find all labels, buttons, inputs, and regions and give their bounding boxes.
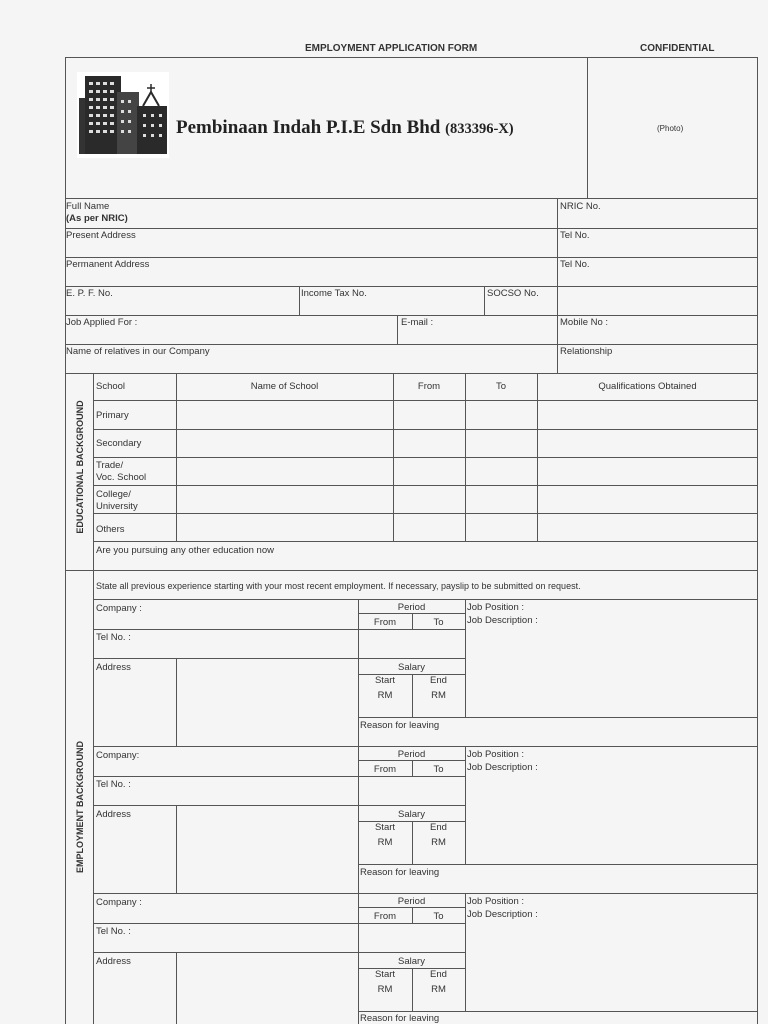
epf-no-label: E. P. F. No. [66, 288, 113, 299]
permanent-address-label: Permanent Address [66, 259, 150, 270]
income-tax-no-label: Income Tax No. [301, 288, 367, 299]
emp3-period-label: Period [397, 896, 426, 907]
emp3-rm-end: RM [431, 984, 446, 995]
present-address-label: Present Address [66, 230, 136, 241]
emp2-period-label: Period [397, 749, 426, 760]
edu-header-from: From [417, 381, 441, 392]
edu-row-trade: Trade/ [96, 460, 124, 471]
emp1-rm-end: RM [431, 690, 446, 701]
emp2-rm-end: RM [431, 837, 446, 848]
emp3-rm-start: RM [377, 984, 393, 995]
emp2-tel-label: Tel No. : [96, 779, 131, 790]
emp3-reason-label: Reason for leaving [360, 1013, 440, 1024]
edu-header-to: To [495, 381, 507, 392]
emp2-to-label: To [433, 764, 444, 775]
emp3-salary-label: Salary [398, 956, 425, 967]
photo-placeholder: (Photo) [657, 124, 684, 133]
emp2-start-label: Start [374, 822, 396, 833]
relationship-label: Relationship [560, 346, 613, 357]
emp1-start-label: Start [374, 675, 396, 686]
edu-row-others: Others [96, 524, 125, 535]
emp2-reason-label: Reason for leaving [360, 867, 440, 878]
edu-row-primary: Primary [96, 410, 129, 421]
emp1-company-label: Company : [96, 603, 142, 614]
emp3-end-label: End [430, 969, 447, 980]
emp2-end-label: End [430, 822, 447, 833]
emp3-job-position-label: Job Position : [467, 896, 525, 907]
emp1-period-label: Period [397, 602, 426, 613]
emp1-end-label: End [430, 675, 447, 686]
edu-row-college: College/ [96, 489, 131, 500]
edu-header-school: School [96, 381, 126, 392]
edu-header-name-of-school: Name of School [250, 381, 319, 392]
educational-background-label: EDUCATIONAL BACKGROUND [75, 400, 85, 534]
emp3-start-label: Start [374, 969, 396, 980]
emp3-company-label: Company : [96, 897, 142, 908]
emp2-address-label: Address [96, 809, 131, 820]
emp1-reason-label: Reason for leaving [360, 720, 440, 731]
emp3-from-label: From [373, 911, 397, 922]
email-label: E-mail : [401, 317, 434, 328]
emp1-job-position-label: Job Position : [467, 602, 525, 613]
tel-no-label: Tel No. [560, 230, 590, 241]
edu-row-university: University [96, 501, 138, 512]
company-reg: (833396-X) [445, 121, 514, 137]
emp1-address-label: Address [96, 662, 131, 673]
emp1-rm-start: RM [377, 690, 393, 701]
company-name: Pembinaan Indah P.I.E Sdn Bhd (833396-X) [176, 117, 514, 138]
emp2-company-label: Company: [96, 750, 140, 761]
form-title: EMPLOYMENT APPLICATION FORM [305, 43, 478, 54]
tel-no-label: Tel No. [560, 259, 590, 270]
as-per-nric-label: (As per NRIC) [66, 213, 128, 224]
mobile-no-label: Mobile No : [560, 317, 609, 328]
emp3-job-description-label: Job Description : [467, 909, 538, 920]
socso-no-label: SOCSO No. [487, 288, 539, 299]
job-applied-for-label: Job Applied For : [66, 317, 138, 328]
edu-header-qualifications: Qualifications Obtained [598, 381, 697, 392]
emp2-salary-label: Salary [398, 809, 425, 820]
emp3-to-label: To [433, 911, 444, 922]
emp3-tel-label: Tel No. : [96, 926, 131, 937]
emp1-to-label: To [433, 617, 444, 628]
emp2-job-position-label: Job Position : [467, 749, 525, 760]
edu-row-voc-school: Voc. School [96, 472, 147, 483]
emp2-job-description-label: Job Description : [467, 762, 538, 773]
emp1-job-description-label: Job Description : [467, 615, 538, 626]
building-logo-icon [77, 72, 169, 158]
relatives-label: Name of relatives in our Company [66, 346, 210, 357]
emp2-rm-start: RM [377, 837, 393, 848]
nric-no-label: NRIC No. [560, 201, 601, 212]
confidential-label: CONFIDENTIAL [640, 43, 715, 54]
emp1-salary-label: Salary [398, 662, 425, 673]
full-name-label: Full Name [66, 201, 110, 212]
emp1-from-label: From [373, 617, 397, 628]
edu-row-secondary: Secondary [96, 438, 142, 449]
emp1-tel-label: Tel No. : [96, 632, 131, 643]
employment-background-label: EMPLOYMENT BACKGROUND [75, 741, 85, 873]
employment-instruction: State all previous experience starting with your most recent employment. If necessary, payslip to be submitted on request. [96, 581, 581, 591]
edu-pursuing-label: Are you pursuing any other education now [96, 545, 274, 556]
emp2-from-label: From [373, 764, 397, 775]
emp3-address-label: Address [96, 956, 131, 967]
